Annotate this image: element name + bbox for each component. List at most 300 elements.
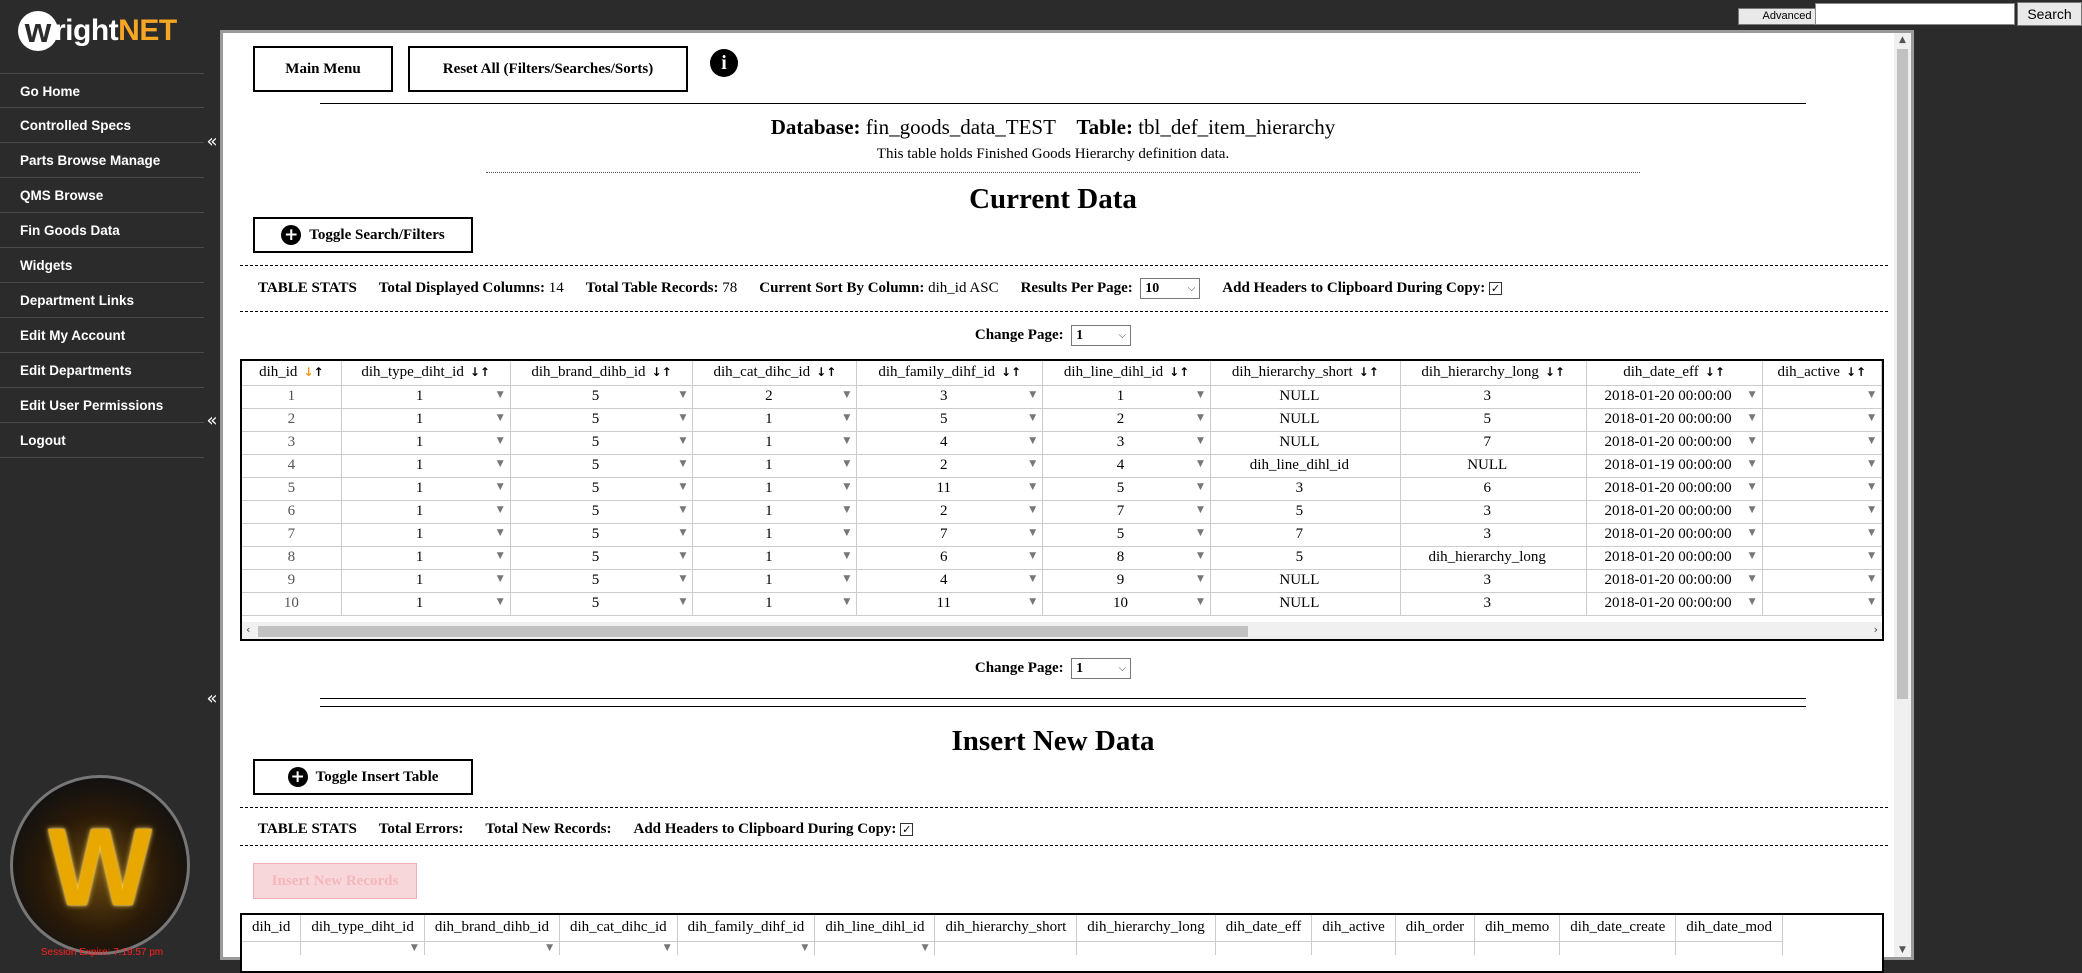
dropdown-arrow-icon[interactable]: ▼: [1197, 573, 1204, 584]
sort-icon[interactable]: ↓↑: [1845, 365, 1867, 380]
table-cell[interactable]: [1762, 569, 1881, 592]
table-cell[interactable]: [935, 941, 1077, 955]
toggle-insert-table-label: Toggle Insert Table: [315, 768, 439, 785]
table-cell[interactable]: 3: [1210, 477, 1400, 500]
column-header[interactable]: dih_line_dihl_id ↓↑: [1043, 361, 1211, 385]
dropdown-arrow-icon[interactable]: ▼: [1868, 550, 1875, 561]
table-cell[interactable]: 5 ▼: [510, 454, 693, 477]
table-cell[interactable]: NULL: [1210, 592, 1400, 615]
column-header: dih_date_eff: [1215, 915, 1312, 941]
dropdown-arrow-icon[interactable]: ▼: [663, 942, 671, 953]
table-cell[interactable]: 3: [1400, 592, 1586, 615]
table-cell[interactable]: 1 ▼: [341, 546, 510, 569]
table-cell[interactable]: 4 ▼: [857, 569, 1043, 592]
table-cell[interactable]: [1762, 592, 1881, 615]
table-cell[interactable]: [677, 941, 815, 955]
table-cell[interactable]: 5: [1210, 500, 1400, 523]
table-cell[interactable]: [301, 941, 425, 955]
table-cell[interactable]: 6: [1400, 477, 1586, 500]
table-row: [242, 941, 1783, 955]
scroll-left-icon[interactable]: ‹: [246, 623, 251, 636]
column-header: dih_date_create: [1560, 915, 1676, 941]
table-row: [242, 431, 1882, 454]
column-header: dih_id: [242, 915, 301, 941]
table-cell[interactable]: 5: [1400, 408, 1586, 431]
dropdown-arrow-icon[interactable]: ▼: [843, 412, 851, 423]
sort-icon[interactable]: ↓↑: [1001, 365, 1022, 380]
insert-new-data-title: Insert New Data: [951, 725, 1155, 757]
table-cell[interactable]: [1676, 941, 1783, 955]
table-row: [242, 454, 1882, 477]
table-cell[interactable]: 5: [242, 477, 341, 500]
sidebar-item-go-home[interactable]: Go Home: [0, 73, 204, 108]
table-cell[interactable]: 3: [242, 431, 341, 454]
dropdown-arrow-icon[interactable]: ▼: [1197, 504, 1204, 515]
dropdown-arrow-icon[interactable]: ▼: [496, 412, 504, 423]
table-cell[interactable]: 8 ▼: [1043, 546, 1211, 569]
insert-new-records-button[interactable]: Insert New Records: [253, 863, 417, 899]
dropdown-arrow-icon[interactable]: ▼: [1868, 389, 1875, 400]
table-cell[interactable]: 1 ▼: [693, 454, 857, 477]
table-cell[interactable]: 7 ▼: [1043, 500, 1211, 523]
dropdown-arrow-icon[interactable]: ▼: [679, 550, 687, 561]
table-row: [242, 500, 1882, 523]
table-cell[interactable]: 4 ▼: [857, 431, 1043, 454]
table-cell[interactable]: NULL: [1210, 431, 1400, 454]
collapse-sidebar-icon[interactable]: «: [206, 688, 218, 709]
table-cell[interactable]: 1 ▼: [693, 546, 857, 569]
dropdown-arrow-icon[interactable]: ▼: [843, 435, 851, 446]
dropdown-arrow-icon[interactable]: ▼: [1029, 435, 1037, 446]
dropdown-arrow-icon[interactable]: ▼: [1197, 550, 1204, 561]
table-cell[interactable]: 1 ▼: [693, 569, 857, 592]
table-header-row: [242, 915, 1783, 941]
clipboard-headers-checkbox[interactable]: ✓: [1490, 281, 1501, 295]
table-cell[interactable]: 5 ▼: [1043, 477, 1211, 500]
sidebar-item-fin-goods-data[interactable]: Fin Goods Data: [0, 213, 204, 248]
sidebar-item-qms-browse[interactable]: QMS Browse: [0, 178, 204, 213]
table-cell[interactable]: [1762, 546, 1881, 569]
table-cell[interactable]: 3 ▼: [1043, 431, 1211, 454]
table-records-value: 78: [722, 279, 738, 296]
table-cell[interactable]: 7: [1400, 431, 1586, 454]
table-cell[interactable]: 3: [1400, 385, 1586, 408]
current-table-stats: [258, 275, 1524, 301]
dropdown-arrow-icon[interactable]: ▼: [679, 481, 687, 492]
dropdown-arrow-icon[interactable]: ▼: [843, 596, 851, 607]
dropdown-arrow-icon[interactable]: ▼: [1748, 481, 1756, 492]
dropdown-arrow-icon[interactable]: ▼: [843, 481, 851, 492]
sort-icon[interactable]: ↓↑: [1544, 365, 1565, 380]
table-cell[interactable]: 10 ▼: [1043, 592, 1211, 615]
table-cell[interactable]: [1560, 941, 1676, 955]
table-cell[interactable]: 5 ▼: [510, 546, 693, 569]
sidebar-item-edit-departments[interactable]: Edit Departments: [0, 353, 204, 388]
dropdown-arrow-icon[interactable]: ▼: [1868, 527, 1875, 538]
dropdown-arrow-icon[interactable]: ▼: [1868, 435, 1875, 446]
table-cell[interactable]: 1 ▼: [1043, 385, 1211, 408]
table-cell[interactable]: [424, 941, 559, 955]
horizontal-scrollbar[interactable]: [242, 622, 1882, 639]
table-label: Table:: [1076, 115, 1133, 139]
table-cell[interactable]: [1475, 941, 1560, 955]
dropdown-arrow-icon[interactable]: ▼: [843, 573, 851, 584]
dropdown-arrow-icon[interactable]: ▼: [496, 573, 504, 584]
table-cell[interactable]: 4: [242, 454, 341, 477]
dropdown-arrow-icon[interactable]: ▼: [1868, 504, 1875, 515]
change-page-select[interactable]: [1071, 325, 1131, 346]
table-cell[interactable]: dih_line_dihl_id: [1210, 454, 1400, 477]
table-cell[interactable]: [1762, 454, 1881, 477]
table-cell[interactable]: [1312, 941, 1395, 955]
dropdown-arrow-icon[interactable]: ▼: [1197, 435, 1204, 446]
clipboard-headers-label: Add Headers to Clipboard During Copy:: [633, 820, 897, 837]
dropdown-arrow-icon[interactable]: ▼: [496, 527, 504, 538]
sidebar-item-widgets[interactable]: Widgets: [0, 248, 204, 283]
table-cell[interactable]: [1762, 477, 1881, 500]
dropdown-arrow-icon[interactable]: ▼: [496, 458, 504, 469]
table-cell[interactable]: 3: [1400, 569, 1586, 592]
reset-all-button[interactable]: Reset All (Filters/Searches/Sorts): [408, 46, 688, 92]
avatar-letter: W: [48, 806, 152, 929]
table-cell[interactable]: 1 ▼: [341, 385, 510, 408]
table-cell[interactable]: 3 ▼: [857, 385, 1043, 408]
table-cell[interactable]: 2018-01-20 00:00:00 ▼: [1586, 592, 1762, 615]
column-header[interactable]: dih_id ↓↑: [242, 361, 341, 385]
dropdown-arrow-icon[interactable]: ▼: [1748, 573, 1756, 584]
column-header: dih_hierarchy_long: [1077, 915, 1215, 941]
table-cell[interactable]: NULL: [1210, 569, 1400, 592]
table-cell[interactable]: 11 ▼: [857, 477, 1043, 500]
table-row: [242, 546, 1882, 569]
dropdown-arrow-icon[interactable]: ▼: [679, 504, 687, 515]
table-cell[interactable]: 7: [242, 523, 341, 546]
table-cell[interactable]: 2018-01-19 00:00:00 ▼: [1586, 454, 1762, 477]
table-cell[interactable]: 1 ▼: [693, 477, 857, 500]
table-cell[interactable]: 10: [242, 592, 341, 615]
table-cell[interactable]: 2018-01-20 00:00:00 ▼: [1586, 523, 1762, 546]
table-cell[interactable]: [1762, 431, 1881, 454]
search-button[interactable]: Search: [2017, 2, 2082, 26]
table-cell[interactable]: 1 ▼: [341, 569, 510, 592]
table-cell[interactable]: 5 ▼: [510, 431, 693, 454]
dropdown-arrow-icon[interactable]: ▼: [1868, 596, 1875, 607]
sidebar-item-logout[interactable]: Logout: [0, 423, 204, 458]
scroll-right-icon[interactable]: ›: [1873, 623, 1878, 636]
table-cell[interactable]: 2 ▼: [1043, 408, 1211, 431]
table-cell[interactable]: 5 ▼: [510, 408, 693, 431]
table-cell[interactable]: [242, 941, 301, 955]
dropdown-arrow-icon[interactable]: ▼: [679, 596, 687, 607]
table-cell[interactable]: 1 ▼: [341, 477, 510, 500]
dropdown-arrow-icon[interactable]: ▼: [843, 389, 851, 400]
chevron-down-icon: ⌵: [1118, 663, 1127, 674]
table-cell[interactable]: [560, 941, 678, 955]
table-cell[interactable]: 9 ▼: [1043, 569, 1211, 592]
column-header: dih_memo: [1475, 915, 1560, 941]
sidebar: [0, 0, 204, 960]
dropdown-arrow-icon[interactable]: ▼: [1197, 412, 1204, 423]
database-label: Database:: [770, 115, 861, 139]
sort-icon[interactable]: ↓↑: [651, 365, 672, 380]
dropdown-arrow-icon[interactable]: ▼: [843, 550, 851, 561]
table-cell[interactable]: 5 ▼: [510, 569, 693, 592]
table-cell[interactable]: 7 ▼: [857, 523, 1043, 546]
dropdown-arrow-icon[interactable]: ▼: [1029, 458, 1037, 469]
dropdown-arrow-icon[interactable]: ▼: [679, 412, 687, 423]
dropdown-arrow-icon[interactable]: ▼: [1868, 573, 1875, 584]
toggle-insert-table-button[interactable]: [253, 759, 473, 795]
top-bar: [220, 0, 2072, 30]
scroll-down-icon[interactable]: ▼: [1899, 945, 1906, 955]
dropdown-arrow-icon[interactable]: ▼: [1748, 412, 1756, 423]
scrollbar-thumb[interactable]: [258, 626, 1248, 637]
table-cell[interactable]: 1 ▼: [341, 454, 510, 477]
table-cell[interactable]: 5 ▼: [510, 385, 693, 408]
table-cell[interactable]: NULL: [1210, 385, 1400, 408]
dropdown-arrow-icon[interactable]: ▼: [843, 458, 851, 469]
vertical-scrollbar[interactable]: [1894, 33, 1911, 957]
table-row: [242, 385, 1882, 408]
table-cell[interactable]: 2018-01-20 00:00:00 ▼: [1586, 408, 1762, 431]
table-cell[interactable]: [1215, 941, 1312, 955]
wrightnet-logo[interactable]: [18, 6, 177, 56]
dropdown-arrow-icon[interactable]: ▼: [843, 527, 851, 538]
table-cell[interactable]: 1 ▼: [341, 431, 510, 454]
table-cell[interactable]: 5 ▼: [1043, 523, 1211, 546]
dropdown-arrow-icon[interactable]: ▼: [1029, 596, 1037, 607]
sort-icon[interactable]: ↓↑: [469, 365, 490, 380]
divider: [240, 265, 1888, 266]
table-cell[interactable]: 5 ▼: [510, 523, 693, 546]
table-cell[interactable]: 2: [242, 408, 341, 431]
info-icon[interactable]: i: [710, 49, 738, 77]
divider: [320, 706, 1806, 707]
table-cell[interactable]: [815, 941, 935, 955]
dropdown-arrow-icon[interactable]: ▼: [1868, 481, 1875, 492]
column-header[interactable]: dih_type_diht_id ↓↑: [341, 361, 510, 385]
toggle-search-filters-button[interactable]: [253, 217, 473, 253]
dropdown-arrow-icon[interactable]: ▼: [1748, 435, 1756, 446]
column-header[interactable]: dih_brand_dihb_id ↓↑: [510, 361, 693, 385]
dropdown-arrow-icon[interactable]: ▼: [1029, 389, 1037, 400]
dropdown-arrow-icon[interactable]: ▼: [1029, 481, 1037, 492]
change-page-label: Change Page:: [974, 659, 1064, 676]
table-cell[interactable]: 3: [1400, 523, 1586, 546]
table-cell[interactable]: 3: [1400, 500, 1586, 523]
clipboard-headers-label: Add Headers to Clipboard During Copy:: [1222, 279, 1486, 296]
dropdown-arrow-icon[interactable]: ▼: [843, 504, 851, 515]
table-row: [242, 592, 1882, 615]
divider: [240, 311, 1888, 312]
column-header[interactable]: dih_active ↓↑: [1762, 361, 1881, 385]
column-header: dih_hierarchy_short: [935, 915, 1077, 941]
dropdown-arrow-icon[interactable]: ▼: [1029, 412, 1037, 423]
toggle-search-filters-label: Toggle Search/Filters: [309, 226, 445, 243]
table-cell[interactable]: 2 ▼: [857, 454, 1043, 477]
table-cell[interactable]: NULL: [1210, 408, 1400, 431]
results-per-page-value: 10: [1145, 280, 1160, 296]
sort-icon[interactable]: ↓↑: [1358, 365, 1379, 380]
table-cell[interactable]: 5: [1210, 546, 1400, 569]
dropdown-arrow-icon[interactable]: ▼: [1197, 527, 1204, 538]
sidebar-item-edit-my-account[interactable]: Edit My Account: [0, 318, 204, 353]
table-cell[interactable]: 11 ▼: [857, 592, 1043, 615]
dropdown-arrow-icon[interactable]: ▼: [496, 504, 504, 515]
dropdown-arrow-icon[interactable]: ▼: [1197, 596, 1204, 607]
table-cell[interactable]: [1395, 941, 1474, 955]
table-cell[interactable]: [1077, 941, 1215, 955]
dropdown-arrow-icon[interactable]: ▼: [679, 435, 687, 446]
dropdown-arrow-icon[interactable]: ▼: [1029, 527, 1037, 538]
dropdown-arrow-icon[interactable]: ▼: [1029, 504, 1037, 515]
divider: [486, 172, 1640, 173]
table-cell[interactable]: 1 ▼: [341, 500, 510, 523]
dropdown-arrow-icon[interactable]: ▼: [921, 942, 929, 953]
table-cell[interactable]: 1 ▼: [341, 408, 510, 431]
sort-icon[interactable]: ↓↑: [816, 365, 837, 380]
table-cell[interactable]: 1 ▼: [693, 592, 857, 615]
clipboard-headers-checkbox[interactable]: ✓: [902, 822, 912, 836]
insert-data-table: [240, 913, 1884, 973]
dropdown-arrow-icon[interactable]: ▼: [546, 942, 553, 953]
plus-circle-icon: +: [281, 225, 301, 245]
sidebar-item-edit-user-permissions[interactable]: Edit User Permissions: [0, 388, 204, 423]
column-header[interactable]: dih_date_eff ↓↑: [1586, 361, 1762, 385]
logo-mark: w: [18, 11, 58, 51]
table-cell[interactable]: 9: [242, 569, 341, 592]
search-input[interactable]: [1815, 3, 2015, 25]
column-header: dih_type_diht_id: [301, 915, 425, 941]
dropdown-arrow-icon[interactable]: ▼: [1197, 458, 1204, 469]
table-cell[interactable]: 2018-01-20 00:00:00 ▼: [1586, 431, 1762, 454]
dropdown-arrow-icon[interactable]: ▼: [496, 596, 504, 607]
collapse-sidebar-icon[interactable]: «: [206, 410, 218, 431]
table-cell[interactable]: 6 ▼: [857, 546, 1043, 569]
sort-icon[interactable]: ↓↑: [1169, 365, 1190, 380]
dropdown-arrow-icon[interactable]: ▼: [679, 389, 687, 400]
sidebar-item-department-links[interactable]: Department Links: [0, 283, 204, 318]
table-cell[interactable]: [1762, 408, 1881, 431]
table-cell[interactable]: 4 ▼: [1043, 454, 1211, 477]
table-cell[interactable]: NULL: [1400, 454, 1586, 477]
table-cell[interactable]: 5 ▼: [510, 500, 693, 523]
dropdown-arrow-icon[interactable]: ▼: [1868, 412, 1875, 423]
column-header: dih_cat_dihc_id: [560, 915, 678, 941]
dropdown-arrow-icon[interactable]: ▼: [1748, 458, 1756, 469]
sidebar-item-parts-browse-manage[interactable]: Parts Browse Manage: [0, 143, 204, 178]
dropdown-arrow-icon[interactable]: ▼: [496, 389, 504, 400]
sort-column-value: dih_id ASC: [928, 279, 999, 296]
dropdown-arrow-icon[interactable]: ▼: [1029, 550, 1037, 561]
collapse-sidebar-icon[interactable]: «: [206, 131, 218, 152]
table-value: tbl_def_item_hierarchy: [1138, 115, 1336, 139]
table-cell[interactable]: 1 ▼: [693, 500, 857, 523]
dropdown-arrow-icon[interactable]: ▼: [801, 942, 809, 953]
table-records-label: Total Table Records:: [585, 279, 719, 296]
dropdown-arrow-icon[interactable]: ▼: [496, 435, 504, 446]
table-cell[interactable]: 8: [242, 546, 341, 569]
change-page-select[interactable]: [1071, 658, 1131, 679]
table-cell[interactable]: 1 ▼: [341, 523, 510, 546]
table-row: [242, 477, 1882, 500]
table-cell[interactable]: 2018-01-20 00:00:00 ▼: [1586, 477, 1762, 500]
column-header[interactable]: dih_hierarchy_short ↓↑: [1210, 361, 1400, 385]
table-cell[interactable]: [1762, 385, 1881, 408]
dropdown-arrow-icon[interactable]: ▼: [679, 458, 687, 469]
dropdown-arrow-icon[interactable]: ▼: [1748, 389, 1756, 400]
table-cell[interactable]: 2018-01-20 00:00:00 ▼: [1586, 385, 1762, 408]
change-page-top: [223, 325, 1883, 346]
table-cell[interactable]: 7: [1210, 523, 1400, 546]
dropdown-arrow-icon[interactable]: ▼: [1868, 458, 1875, 469]
table-cell[interactable]: 2 ▼: [857, 500, 1043, 523]
table-cell[interactable]: 2 ▼: [693, 385, 857, 408]
column-header[interactable]: dih_cat_dihc_id ↓↑: [693, 361, 857, 385]
session-expire-text: Session Expire: 7:19:57 pm: [40, 947, 164, 958]
dropdown-arrow-icon[interactable]: ▼: [1748, 550, 1756, 561]
dropdown-arrow-icon[interactable]: ▼: [410, 942, 418, 953]
table-cell[interactable]: 1 ▼: [693, 408, 857, 431]
advanced-search-button[interactable]: Advanced: [1738, 8, 1836, 25]
dropdown-arrow-icon[interactable]: ▼: [1748, 596, 1756, 607]
dropdown-arrow-icon[interactable]: ▼: [1197, 389, 1204, 400]
dropdown-arrow-icon[interactable]: ▼: [679, 527, 687, 538]
main-menu-button[interactable]: Main Menu: [253, 46, 393, 92]
table-cell[interactable]: 6: [242, 500, 341, 523]
dropdown-arrow-icon[interactable]: ▼: [496, 481, 504, 492]
sidebar-item-controlled-specs[interactable]: Controlled Specs: [0, 108, 204, 143]
logo-net: NET: [118, 14, 177, 47]
dropdown-arrow-icon[interactable]: ▼: [679, 573, 687, 584]
divider: [320, 698, 1806, 699]
table-description: This table holds Finished Goods Hierarchy definition data.: [876, 146, 1230, 162]
dropdown-arrow-icon[interactable]: ▼: [496, 550, 504, 561]
table-cell[interactable]: 5 ▼: [857, 408, 1043, 431]
column-header[interactable]: dih_family_dihf_id ↓↑: [857, 361, 1043, 385]
column-header[interactable]: dih_hierarchy_long ↓↑: [1400, 361, 1586, 385]
column-header: dih_line_dihl_id: [815, 915, 935, 941]
table-cell[interactable]: 2018-01-20 00:00:00 ▼: [1586, 569, 1762, 592]
chevron-down-icon: ⌵: [1187, 282, 1196, 294]
table-cell[interactable]: [1762, 523, 1881, 546]
table-cell[interactable]: 1 ▼: [341, 592, 510, 615]
scroll-up-icon[interactable]: ▲: [1899, 35, 1906, 45]
table-cell[interactable]: 1 ▼: [693, 431, 857, 454]
table-cell[interactable]: 5 ▼: [510, 477, 693, 500]
change-page-label: Change Page:: [974, 326, 1064, 343]
dropdown-arrow-icon[interactable]: ▼: [1748, 504, 1756, 515]
sort-icon[interactable]: ↓↑: [1704, 365, 1725, 380]
scrollbar-thumb[interactable]: [1897, 49, 1908, 699]
table-cell[interactable]: 1 ▼: [693, 523, 857, 546]
dropdown-arrow-icon[interactable]: ▼: [1748, 527, 1756, 538]
table-cell[interactable]: 2018-01-20 00:00:00 ▼: [1586, 546, 1762, 569]
table-cell[interactable]: 5 ▼: [510, 592, 693, 615]
results-per-page-label: Results Per Page:: [1020, 279, 1133, 296]
column-header: dih_date_mod: [1676, 915, 1783, 941]
results-per-page-select[interactable]: [1140, 278, 1200, 299]
table-cell[interactable]: 1: [242, 385, 341, 408]
sort-icon[interactable]: ↓↑: [303, 365, 324, 380]
table-cell[interactable]: dih_hierarchy_long: [1400, 546, 1586, 569]
sort-column-label: Current Sort By Column:: [759, 279, 925, 296]
dropdown-arrow-icon[interactable]: ▼: [1197, 481, 1204, 492]
dropdown-arrow-icon[interactable]: ▼: [1029, 573, 1037, 584]
table-cell[interactable]: 2018-01-20 00:00:00 ▼: [1586, 500, 1762, 523]
table-cell[interactable]: [1762, 500, 1881, 523]
plus-circle-icon: +: [288, 767, 308, 787]
